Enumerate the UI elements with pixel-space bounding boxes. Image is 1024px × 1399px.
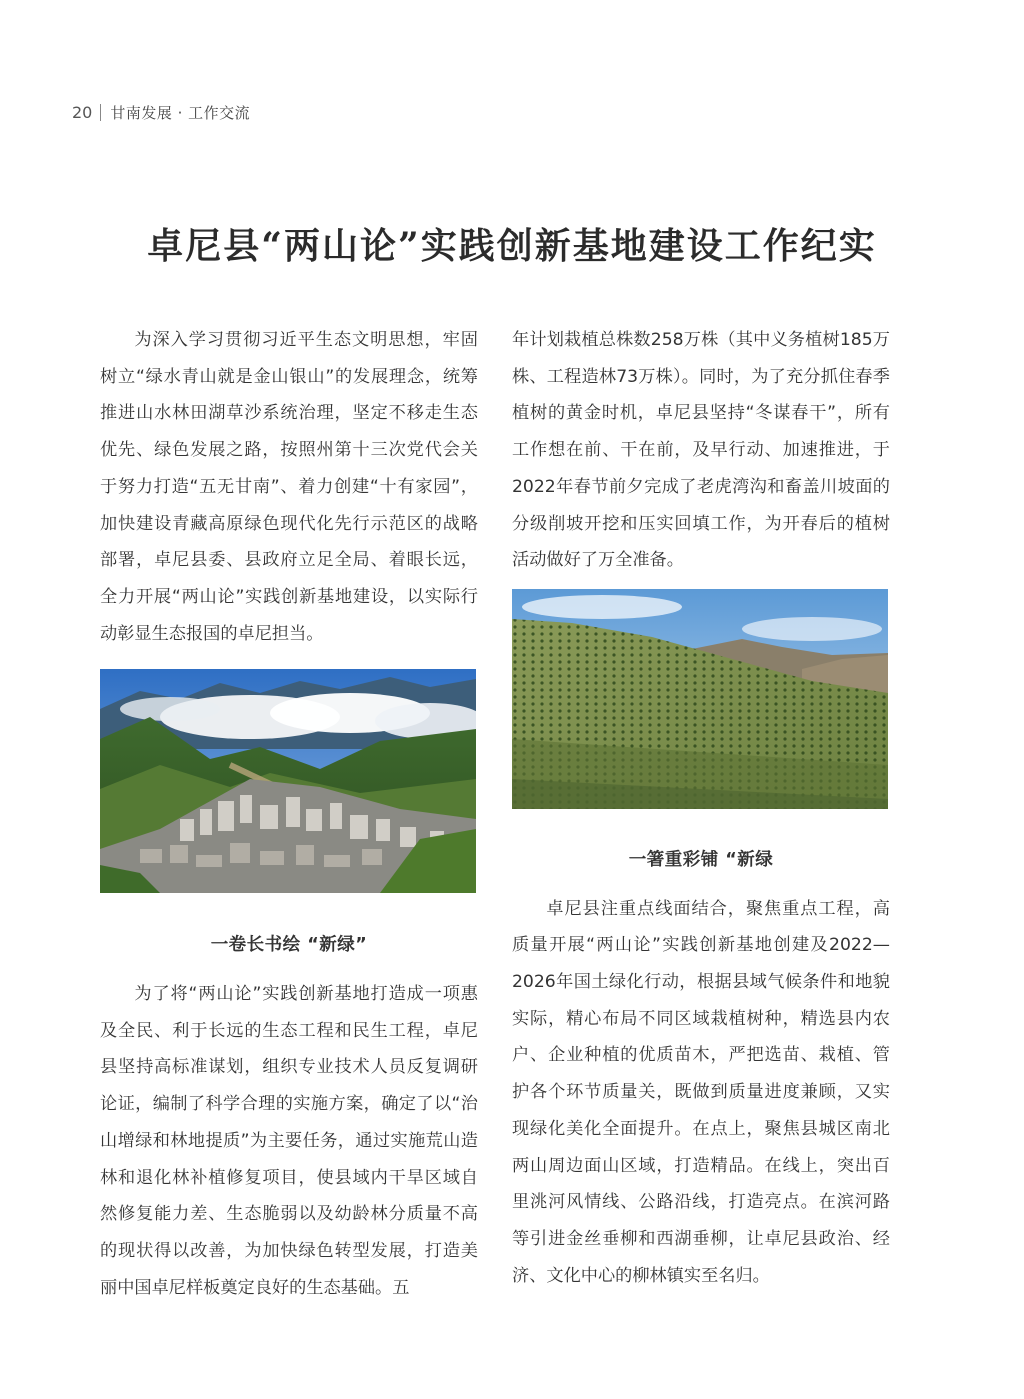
running-header: [72, 101, 250, 123]
section1-heading: 一卷长书绘 “新绿”: [210, 935, 368, 956]
section2-paragraph: 卓尼县注重点线面结合，聚焦重点工程，高质量开展“两山论”实践创新基地创建及2022—2026年国土绿化行动，根据县域气候条件和地貌实际，精心布局不同区域栽植树种，精选县内农户、企业种植的优质苗木，严把选苗、栽植、管护各个环节质量关，既做到质量进度兼顾，又实现绿化美化全面提升。在点上，聚焦县城区南北两山周边面山区域，打造精品。在线上，突出百里洮河风情线、公路沿线，打造亮点。在滨河路等引进金丝垂柳和西湖垂柳，让卓尼县政治、经济、文化中心的柳林镇实至名归。: [512, 898, 890, 1286]
intro-paragraph: 为深入学习贯彻习近平生态文明思想，牢固树立“绿水青山就是金山银山”的发展理念，统筹推进山水林田湖草沙系统治理，坚定不移走生态优先、绿色发展之路，按照州第十三次党代会关于努力打造“五无甘南”、着力创建“十有家园”，加快建设青藏高原绿色现代化先行示范区的战略部署，卓尼县委、县政府立足全局、着眼长远，全力开展“两山论”实践创新基地建设，以实际行动彰显生态报国的卓尼担当。: [100, 330, 478, 644]
city-valley-photo: [100, 669, 476, 893]
section2-heading: 一箸重彩铺 “新绿: [628, 849, 774, 870]
section1-paragraph: 为了将“两山论”实践创新基地打造成一项惠及全民、利于长远的生态工程和民生工程，卓尼县坚持高标准谋划，组织专业技术人员反复调研论证，编制了科学合理的实施方案，确定了以“治山增绿和林地提质”为主要任务，通过实施荒山造林和退化林补植修复项目，使县域内干旱区域自然修复能力差、生态脆弱以及幼龄林分质量不高的现状得以改善，为加快绿色转型发展，打造美丽中国卓尼样板奠定良好的生态基础。五: [100, 984, 478, 1298]
section1-continued-paragraph: 年计划栽植总株数258万株（其中义务植树185万株、工程造林73万株）。同时，为了充分抓住春季植树的黄金时机，卓尼县坚持“冬谋春干”，所有工作想在前、干在前，及早行动、加速推进，于2022年春节前夕完成了老虎湾沟和畜盖川坡面的分级削坡开挖和压实回填工作，为开春后的植树活动做好了万全准备。: [512, 330, 890, 571]
right-column: [512, 322, 890, 1294]
left-column: [100, 322, 478, 1306]
reforested-hillside-photo: [512, 589, 888, 809]
section-title: 甘南发展 · 工作交流: [110, 103, 251, 122]
page-number: 20: [72, 102, 93, 122]
article-title: 卓尼县“两山论”实践创新基地建设工作纪实: [147, 225, 877, 267]
header-divider: [100, 104, 101, 121]
